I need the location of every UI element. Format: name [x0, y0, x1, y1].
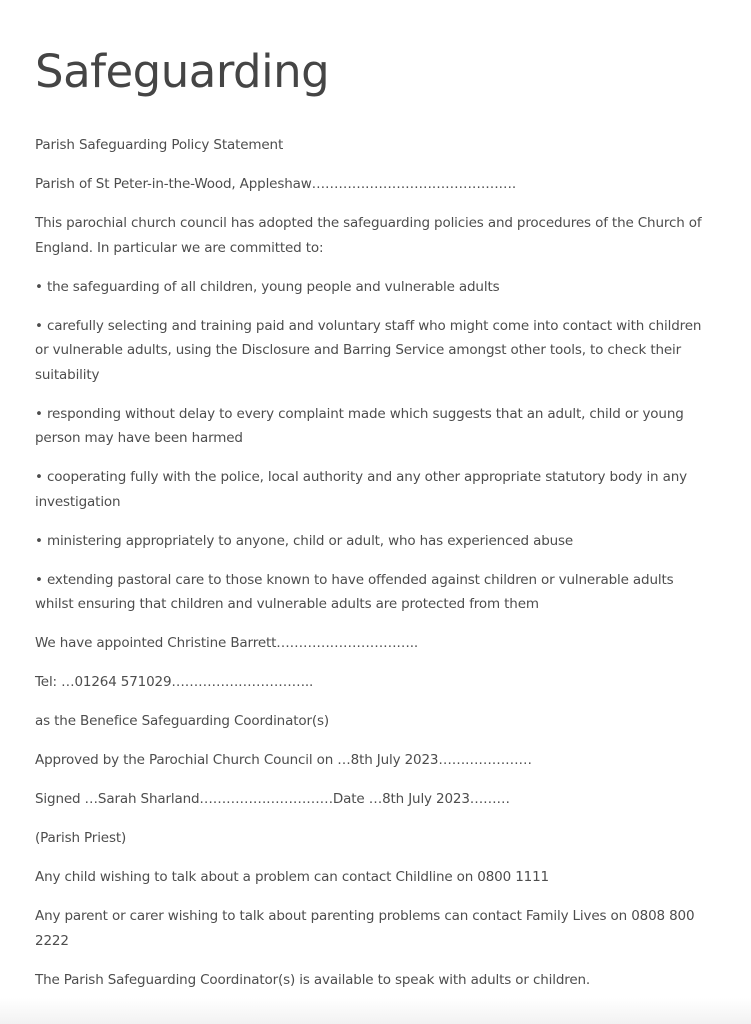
approval-line: Approved by the Parochial Church Council on …8th July 2023………………… — [35, 752, 532, 768]
coordinator-role-line: as the Benefice Safeguarding Coordinator(s) — [35, 713, 329, 729]
childline-contact: Any child wishing to talk about a problem can contact Childline on 0800 1111 — [35, 869, 549, 885]
signatory-role-line: (Parish Priest) — [35, 830, 127, 846]
commitment-bullet-pastoral-care: • extending pastoral care to those known to have offended against children or vulnerable adults whilst ensuring that children and vulnerable adults are protected from them — [35, 571, 674, 612]
commitment-bullet-staff-selection: • carefully selecting and training paid and voluntary staff who might come into contact with children or vulnerable adults, using the Disclosure and Barring Service amongst other tools, to check their suitability — [35, 317, 702, 383]
parish-name-line: Parish of St Peter-in-the-Wood, Appleshaw………………………………………. — [35, 176, 517, 192]
coordinator-telephone-line: Tel: …01264 571029………………………….. — [35, 674, 314, 690]
commitment-intro: This parochial church council has adopted the safeguarding policies and procedures of the Church of England. In particular we are committed to: — [35, 215, 702, 256]
statement-heading: Parish Safeguarding Policy Statement — [35, 137, 284, 153]
family-lives-contact: Any parent or carer wishing to talk about parenting problems can contact Family Lives on 0808 800 2222 — [35, 908, 695, 949]
bottom-edge-shadow — [0, 998, 751, 1024]
commitment-bullet-ministering: • ministering appropriately to anyone, child or adult, who has experienced abuse — [35, 532, 574, 549]
commitment-bullet-cooperation: • cooperating fully with the police, local authority and any other appropriate statutory body in any investigation — [35, 469, 687, 510]
coordinator-availability: The Parish Safeguarding Coordinator(s) is available to speak with adults or children. — [35, 971, 591, 988]
appointed-coordinator-line: We have appointed Christine Barrett………………………….. — [35, 635, 419, 651]
commitment-bullet-safeguarding: • the safeguarding of all children, young people and vulnerable adults — [35, 278, 500, 295]
commitment-bullet-complaints: • responding without delay to every complaint made which suggests that an adult, child or young person may have been harmed — [35, 405, 684, 446]
policy-statement-body — [35, 133, 715, 1007]
signature-line: Signed …Sarah Sharland…………………………Date …8th July 2023……… — [35, 791, 510, 807]
page-title: Safeguarding — [35, 45, 330, 98]
